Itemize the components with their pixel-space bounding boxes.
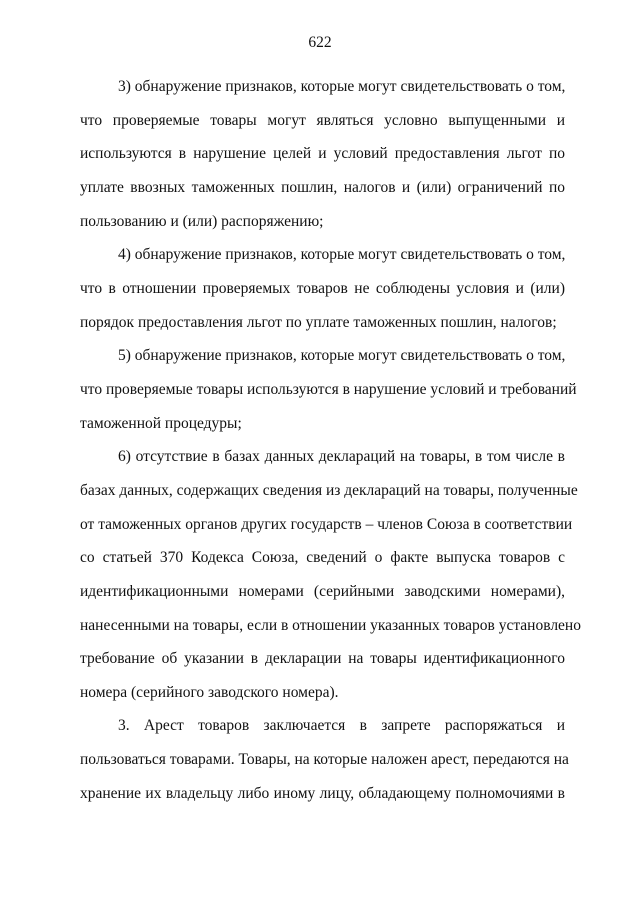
paragraph-line: требование об указании в декларации на товары идентификационного xyxy=(80,650,565,668)
paragraph-line: что в отношении проверяемых товаров не соблюдены условия и (или) xyxy=(80,279,565,297)
paragraph-line: со статьей 370 Кодекса Союза, сведений о факте выпуска товаров с xyxy=(80,549,565,567)
paragraph-line: нанесенными на товары, если в отношении указанных товаров установлено xyxy=(80,616,581,634)
paragraph-line: 6) отсутствие в базах данных деклараций на товары, в том числе в xyxy=(118,448,565,466)
paragraph-line: идентификационными номерами (серийными заводскими номерами), xyxy=(80,582,565,600)
paragraph-line: от таможенных органов других государств – членов Союза в соответствии xyxy=(80,515,573,533)
document-body xyxy=(80,70,581,810)
paragraph-line: используются в нарушение целей и условий предоставления льгот по xyxy=(80,145,565,163)
paragraph-line: 3. Арест товаров заключается в запрете распоряжаться и xyxy=(118,717,565,735)
paragraph-line: пользоваться товарами. Товары, на которые наложен арест, передаются на xyxy=(80,751,569,769)
paragraph-line: номера (серийного заводского номера). xyxy=(80,683,339,701)
paragraph-line: что проверяемые товары могут являться условно выпущенными и xyxy=(80,111,565,129)
paragraph-line: хранение их владельцу либо иному лицу, обладающему полномочиями в xyxy=(80,784,565,802)
paragraph-line: базах данных, содержащих сведения из деклараций на товары, полученные xyxy=(80,481,578,499)
paragraph-line: порядок предоставления льгот по уплате таможенных пошлин, налогов; xyxy=(80,313,557,331)
paragraph-line: 4) обнаружение признаков, которые могут свидетельствовать о том, xyxy=(118,246,566,264)
paragraph-line: 5) обнаружение признаков, которые могут свидетельствовать о том, xyxy=(118,347,566,365)
paragraph-line: 3) обнаружение признаков, которые могут свидетельствовать о том, xyxy=(118,78,566,95)
paragraph-line: пользованию и (или) распоряжению; xyxy=(80,212,324,230)
paragraph-line: что проверяемые товары используются в нарушение условий и требований xyxy=(80,380,577,398)
paragraph-line: уплате ввозных таможенных пошлин, налогов и (или) ограничений по xyxy=(80,178,565,196)
page-number: 622 xyxy=(308,34,332,51)
paragraph-line: таможенной процедуры; xyxy=(80,414,242,432)
